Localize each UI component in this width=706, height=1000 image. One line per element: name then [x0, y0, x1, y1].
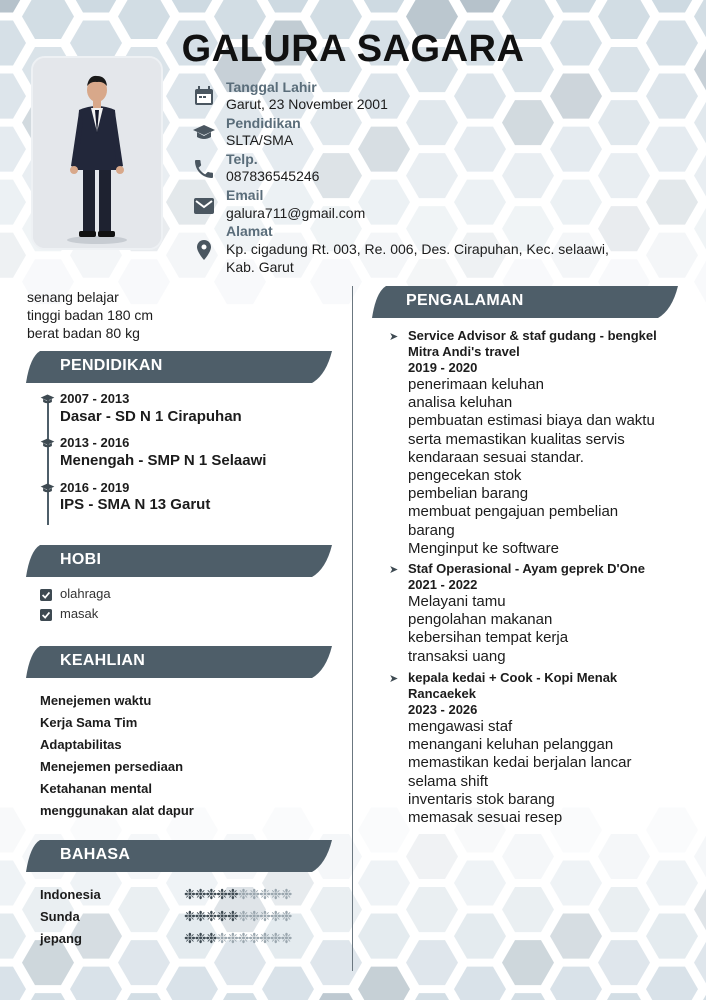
hobby-item: olahraga — [60, 586, 111, 601]
rating-mark-filled: ❉ — [184, 930, 195, 946]
rating-mark-empty: ❉ — [248, 930, 260, 946]
job-task: memasak sesuai resep — [408, 809, 563, 827]
rating-mark-filled: ❉ — [216, 886, 227, 902]
job-task: penerimaan keluhan — [408, 376, 544, 393]
address-label: Alamat — [226, 223, 273, 239]
job-task: selama shift — [408, 772, 489, 790]
column-divider — [352, 286, 353, 971]
profile-photo — [31, 56, 163, 250]
rating-mark-empty: ❉ — [237, 908, 249, 924]
hobbies-section-heading — [26, 545, 334, 577]
candidate-name: GALURA SAGARA — [181, 28, 525, 70]
calendar-icon — [192, 84, 216, 108]
education-years: 2007 - 2013 — [60, 391, 130, 406]
bullet-arrow-icon: ➤ — [389, 673, 399, 685]
graduation-cap-icon — [40, 481, 55, 496]
job-company: Mitra Andi's travel — [408, 344, 520, 359]
education-years: 2013 - 2016 — [60, 435, 130, 450]
address-line-2: Kab. Garut — [226, 259, 294, 275]
birthdate-label: Tanggal Lahir — [226, 79, 317, 95]
birthdate-value: Garut, 23 November 2001 — [226, 96, 388, 112]
job-task: transaksi uang — [408, 647, 506, 665]
rating-mark-empty: ❉ — [237, 886, 249, 902]
rating-mark-filled: ❉ — [184, 886, 195, 902]
rating-mark-empty: ❉ — [280, 930, 292, 946]
about-line: tinggi badan 180 cm — [27, 307, 154, 323]
job-period: 2021 - 2022 — [408, 577, 478, 592]
job-task: kebersihan tempat kerja — [408, 629, 569, 647]
job-tasks — [408, 718, 631, 827]
rating-mark-empty: ❉ — [216, 930, 227, 946]
phone-value: 087836545246 — [226, 168, 320, 184]
rating-mark-filled: ❉ — [205, 930, 217, 946]
skill-item: Adaptabilitas — [40, 737, 122, 752]
phone-icon — [192, 157, 216, 181]
job-task: inventaris stok barang — [408, 790, 555, 808]
language-name: Indonesia — [40, 887, 101, 902]
job-task: Menginput ke software — [408, 539, 559, 557]
job-title: Staf Operasional - Ayam geprek D'One — [408, 561, 645, 576]
job-task: kendaraan sesuai standar. — [408, 448, 584, 466]
hobbies-heading-text: HOBI — [60, 551, 102, 568]
job-title: kepala kedai + Cook - Kopi Menak — [408, 670, 618, 685]
language-rating — [184, 930, 291, 947]
graduation-cap-icon — [40, 392, 55, 407]
job-task: serta memastikan kualitas servis — [408, 430, 625, 448]
job-task: Melayani tamu — [408, 593, 506, 610]
rating-mark-empty: ❉ — [259, 908, 270, 924]
education-years: 2016 - 2019 — [60, 480, 130, 495]
checkbox-checked-icon — [40, 609, 52, 621]
skill-item: Ketahanan mental — [40, 781, 152, 796]
skills-heading-text: KEAHLIAN — [60, 652, 146, 669]
location-pin-icon — [192, 238, 216, 262]
job-task: analisa keluhan — [408, 394, 513, 412]
address-line-1: Kp. cigadung Rt. 003, Re. 006, Des. Cirapuhan, Kec. selaawi, — [226, 241, 609, 257]
bullet-arrow-icon: ➤ — [389, 564, 399, 576]
rating-mark-filled: ❉ — [194, 930, 206, 946]
language-name: jepang — [40, 931, 82, 946]
rating-mark-empty: ❉ — [248, 908, 260, 924]
job-title: Service Advisor & staf gudang - bengkel — [408, 328, 657, 343]
rating-mark-filled: ❉ — [205, 908, 217, 924]
rating-mark-filled: ❉ — [184, 908, 195, 924]
job-company: Rancaekek — [408, 686, 476, 701]
rating-mark-empty: ❉ — [280, 886, 292, 902]
rating-mark-filled: ❉ — [205, 886, 217, 902]
rating-mark-filled: ❉ — [216, 908, 227, 924]
language-rating — [184, 908, 291, 925]
rating-mark-filled: ❉ — [194, 886, 206, 902]
education-value: SLTA/SMA — [226, 132, 294, 148]
experience-heading-text: PENGALAMAN — [406, 292, 524, 309]
rating-mark-empty: ❉ — [259, 886, 270, 902]
education-school: IPS - SMA N 13 Garut — [60, 496, 211, 513]
education-school: Menengah - SMP N 1 Selaawi — [60, 452, 267, 469]
job-period: 2023 - 2026 — [408, 702, 478, 717]
skill-item: menggunakan alat dapur — [40, 803, 194, 818]
email-value: galura711@gmail.com — [226, 205, 366, 221]
graduation-cap-icon — [192, 121, 216, 145]
rating-mark-empty: ❉ — [226, 930, 238, 946]
email-label: Email — [226, 187, 264, 203]
job-task: pembuatan estimasi biaya dan waktu — [408, 412, 655, 430]
job-task: mengawasi staf — [408, 718, 513, 735]
job-task: membuat pengajuan pembelian — [408, 503, 619, 521]
rating-mark-empty: ❉ — [269, 908, 281, 924]
rating-mark-empty: ❉ — [237, 930, 249, 946]
about-line: berat badan 80 kg — [27, 325, 140, 341]
languages-heading-text: BAHASA — [60, 846, 131, 863]
graduation-cap-icon — [40, 436, 55, 451]
language-name: Sunda — [40, 909, 80, 924]
bullet-arrow-icon: ➤ — [389, 331, 399, 343]
hobby-item: masak — [60, 606, 99, 621]
education-school: Dasar - SD N 1 Cirapuhan — [60, 408, 242, 425]
education-heading-text: PENDIDIKAN — [60, 357, 163, 374]
skills-section-heading — [26, 646, 334, 678]
job-period: 2019 - 2020 — [408, 360, 478, 375]
job-task: pengolahan makanan — [408, 611, 553, 629]
education-timeline-line — [47, 398, 49, 525]
phone-label: Telp. — [226, 151, 258, 167]
skill-item: Kerja Sama Tim — [40, 715, 138, 730]
rating-mark-empty: ❉ — [280, 908, 292, 924]
job-task: memastikan kedai berjalan lancar — [408, 754, 632, 772]
job-task: barang — [408, 521, 455, 539]
checkbox-checked-icon — [40, 589, 52, 601]
about-text — [27, 288, 153, 342]
language-rating — [184, 886, 291, 903]
rating-mark-empty: ❉ — [259, 930, 270, 946]
rating-mark-filled: ❉ — [226, 908, 238, 924]
rating-mark-empty: ❉ — [248, 886, 260, 902]
email-icon — [192, 194, 216, 218]
job-tasks — [408, 376, 655, 558]
languages-section-heading — [26, 840, 334, 872]
education-section-heading — [26, 351, 334, 383]
job-task: pengecekan stok — [408, 467, 522, 485]
experience-section-heading — [372, 286, 680, 318]
rating-mark-empty: ❉ — [269, 930, 281, 946]
job-tasks — [408, 593, 568, 666]
education-label: Pendidikan — [226, 115, 301, 131]
rating-mark-filled: ❉ — [194, 908, 206, 924]
rating-mark-filled: ❉ — [226, 886, 238, 902]
skill-item: Menejemen persediaan — [40, 759, 184, 774]
rating-mark-empty: ❉ — [269, 886, 281, 902]
job-task: menangani keluhan pelanggan — [408, 736, 614, 754]
skill-item: Menejemen waktu — [40, 693, 152, 708]
job-task: pembelian barang — [408, 485, 529, 503]
about-line: senang belajar — [27, 289, 119, 305]
